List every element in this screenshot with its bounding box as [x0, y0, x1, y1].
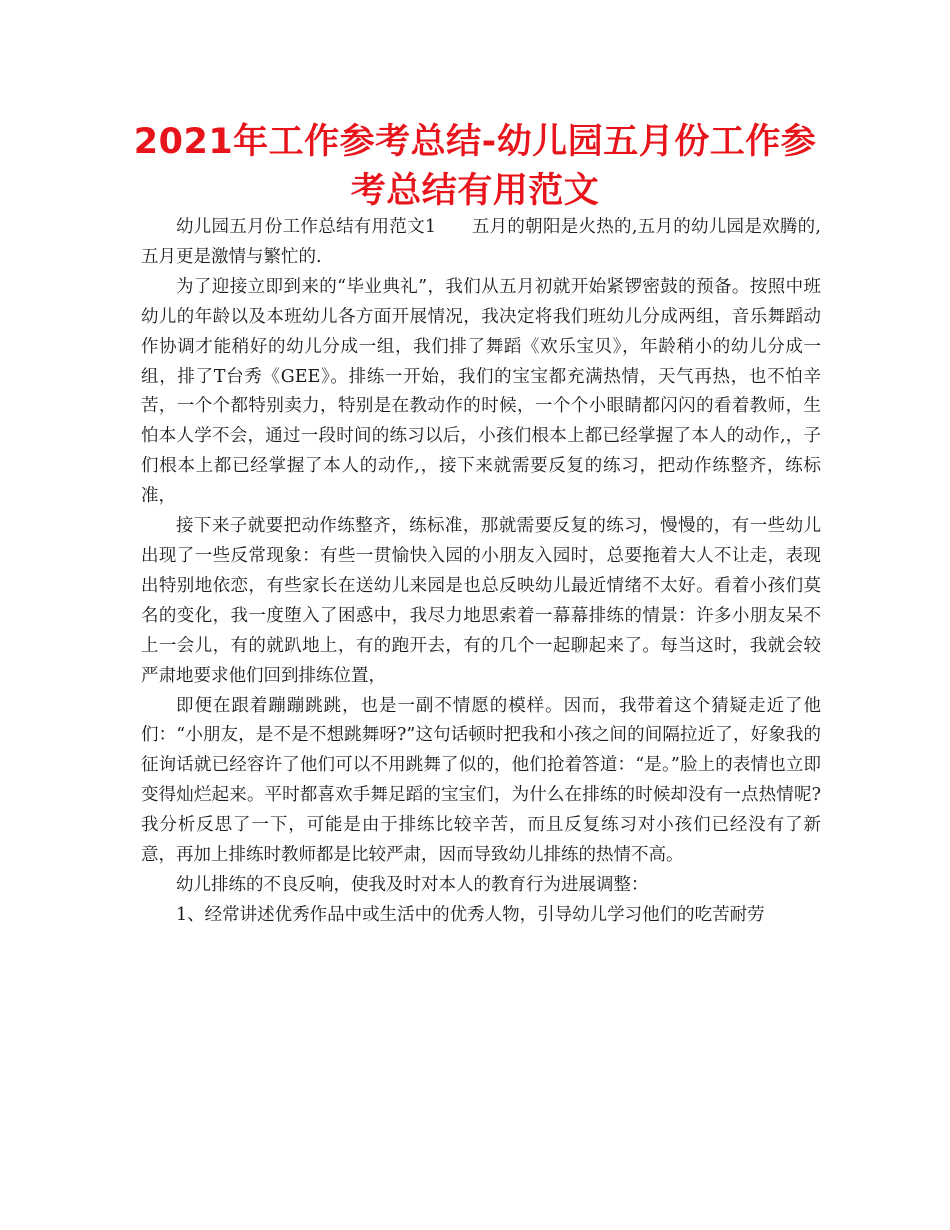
paragraph: 幼儿园五月份工作总结有用范文1 五月的朝阳是火热的,五月的幼儿园是欢腾的,五月更是激情与繁忙的. [141, 217, 821, 267]
document-body [141, 213, 821, 931]
paragraph: 为了迎接立即到来的“毕业典礼”，我们从五月初就开始紧锣密鼓的预备。按照中班幼儿的年龄以及本班幼儿各方面开展情况，我决定将我们班幼儿分成两组，音乐舞蹈动作协调才能稍好的幼儿分成一组，我们排了舞蹈《欢乐宝贝》，年龄稍小的幼儿分成一组，排了T台秀《GEE》。排练一开始，我们的宝宝都充满热情，天气再热，也不怕辛苦，一个个都特别卖力，特别是在教动作的时候，一个个小眼睛都闪闪的看着教师，生怕本人学不会，通过一段时间的练习以后，小孩们根本上都已经掌握了本人的动作,，子们根本上都已经掌握了本人的动作,，接下来就需要反复的练习，把动作练整齐，练标准， [141, 276, 821, 507]
paragraph: 1、经常讲述优秀作品中或生活中的优秀人物，引导幼儿学习他们的吃苦耐劳 [176, 904, 765, 925]
paragraph: 接下来子就要把动作练整齐，练标准，那就需要反复的练习，慢慢的，有一些幼儿出现了一些反常现象：有些一贯愉快入园的小朋友入园时，总要拖着大人不让走，表现出特别地依恋，有些家长在送幼儿来园是也总反映幼儿最近情绪不太好。看着小孩们莫名的变化，我一度堕入了困惑中，我尽力地思索着一幕幕排练的情景：许多小朋友呆不上一会儿，有的就趴地上，有的跑开去，有的几个一起聊起来了。每当这时，我就会较严肃地要求他们回到排练位置， [141, 516, 821, 686]
paragraph: 即便在跟着蹦蹦跳跳，也是一副不情愿的模样。因而，我带着这个猜疑走近了他们：“小朋友，是不是不想跳舞呀?”这句话顿时把我和小孩之间的间隔拉近了，好象我的征询话就已经容许了他们可以不用跳舞了似的，他们抢着答道：“是。”脸上的表情也立即变得灿烂起来。平时都喜欢手舞足蹈的宝宝们，为什么在排练的时候却没有一点热情呢?我分析反思了一下，可能是由于排练比较辛苦，而且反复练习对小孩们已经没有了新意，再加上排练时教师都是比较严肃，因而导致幼儿排练的热情不高。 [141, 695, 821, 866]
document-title: 2021年工作参考总结-幼儿园五月份工作参考总结有用范文 [133, 122, 817, 211]
paragraph: 幼儿排练的不良反响，使我及时对本人的教育行为进展调整： [176, 874, 649, 895]
